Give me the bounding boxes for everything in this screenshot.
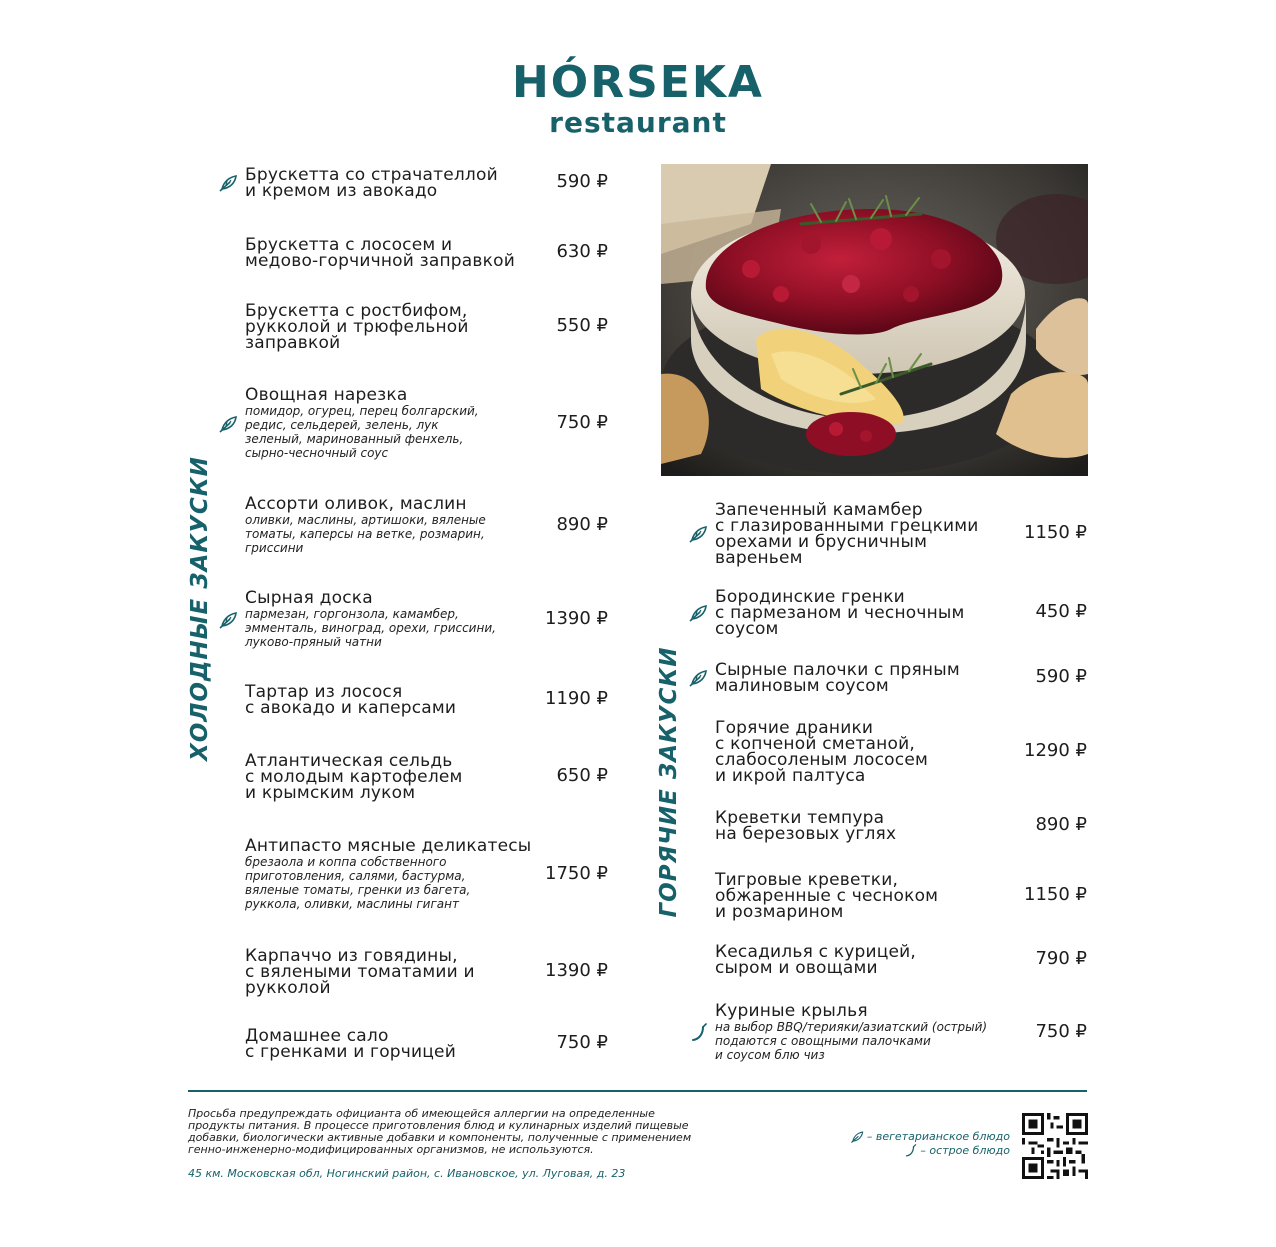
chili-icon: [688, 1023, 708, 1043]
menu-item-description: пармезан, горгонзола, камамбер, эмменталь, виноград, орехи, гриссини, луково-пряный чатни: [245, 607, 496, 649]
logo-wordmark: HÓRSEKA: [511, 57, 764, 108]
menu-item-description: брезаола и коппа собственного приготовления, салями, бастурма, вяленые томаты, гренки из багета, руккола, оливки, маслины гигант: [245, 855, 471, 911]
menu-item-price: 1750 ₽: [545, 863, 608, 884]
leaf-icon: [688, 668, 708, 688]
menu-item-price: 1290 ₽: [1024, 740, 1087, 761]
menu-item: [715, 662, 1087, 694]
menu-item: [715, 1003, 1087, 1062]
menu-item: [715, 720, 1087, 784]
menu-item-description: на выбор BBQ/терияки/азиатский (острый) подаются с овощными палочками и соусом блю чиз: [715, 1020, 988, 1062]
menu-item-description: оливки, маслины, артишоки, вяленые томаты, каперсы на ветке, розмарин, гриссини: [245, 513, 486, 555]
legend-vegetarian-text: – вегетарианское блюдо: [866, 1130, 1010, 1143]
leaf-icon: [218, 610, 238, 630]
menu-item-price: 630 ₽: [556, 241, 608, 262]
menu-item-price: 1150 ₽: [1024, 884, 1087, 905]
menu-item-price: 790 ₽: [1035, 948, 1087, 969]
menu-item-name: Сырная доска: [245, 588, 373, 608]
menu-item: [245, 167, 608, 199]
menu-item-name: Горячие драники с копченой сметаной, слабосоленым лососем и икрой палтуса: [715, 718, 928, 786]
dish-photo: [661, 164, 1088, 476]
leaf-icon: [218, 414, 238, 434]
section-title-hot: ГОРЯЧИЕ ЗАКУСКИ: [656, 646, 682, 918]
menu-item-name: Сырные палочки с пряным малиновым соусом: [715, 660, 960, 696]
menu-item-name: Тигровые креветки, обжаренные с чесноком и розмарином: [715, 870, 939, 922]
leaf-icon: [847, 1130, 867, 1144]
menu-item: [715, 944, 1087, 976]
menu-item-name: Кесадилья с курицей, сыром и овощами: [715, 942, 917, 978]
menu-item: [715, 589, 1087, 637]
menu-item-price: 1390 ₽: [545, 608, 608, 629]
menu-item-name: Куриные крылья: [715, 1001, 868, 1021]
menu-item-name: Овощная нарезка: [245, 385, 408, 405]
menu-item-price: 750 ₽: [556, 1032, 608, 1053]
menu-item: [245, 387, 608, 460]
menu-item-name: Брускетта с ростбифом, рукколой и трюфельной заправкой: [245, 301, 469, 353]
qr-code[interactable]: [1022, 1113, 1088, 1179]
menu-item-name: Запеченный камамбер с глазированными грецкими орехами и брусничным вареньем: [715, 500, 979, 568]
menu-item: [715, 502, 1087, 566]
menu-item-name: Креветки темпура на березовых углях: [715, 808, 897, 844]
menu-item-name: Домашнее сало с гренками и горчицей: [245, 1026, 456, 1062]
menu-item-name: Ассорти оливок, маслин: [245, 494, 467, 514]
menu-item-price: 550 ₽: [556, 315, 608, 336]
legend-vegetarian: [847, 1130, 1010, 1144]
menu-item: [245, 838, 608, 911]
menu-item-price: 590 ₽: [1035, 666, 1087, 687]
camembert-photo: [661, 164, 1088, 476]
menu-item: [715, 872, 1087, 920]
menu-item: [245, 590, 608, 649]
menu-item-price: 1390 ₽: [545, 960, 608, 981]
menu-item: [245, 1028, 608, 1060]
menu-item-name: Карпаччо из говядины, с вялеными томатамии и рукколой: [245, 946, 475, 998]
leaf-icon: [688, 603, 708, 623]
legend-spicy: [900, 1144, 1010, 1158]
footer-divider: [188, 1090, 1087, 1092]
menu-item-price: 590 ₽: [556, 171, 608, 192]
menu-item-price: 450 ₽: [1035, 601, 1087, 622]
menu-item-price: 1150 ₽: [1024, 522, 1087, 543]
menu-item-price: 750 ₽: [1035, 1021, 1087, 1042]
logo-subtitle: restaurant: [549, 106, 727, 139]
menu-item: [245, 303, 608, 351]
restaurant-address: 45 км. Московская обл, Ногинский район, с. Ивановское, ул. Луговая, д. 23: [188, 1167, 626, 1180]
menu-item-name: Брускетта с лососем и медово-горчичной заправкой: [245, 235, 515, 271]
menu-item-name: Брускетта со страчателлой и кремом из авокадо: [245, 165, 498, 201]
menu-item-name: Антипасто мясные деликатесы: [245, 836, 532, 856]
menu-item: [245, 753, 608, 801]
section-title-cold: ХОЛОДНЫЕ ЗАКУСКИ: [187, 456, 213, 761]
allergy-notice: Просьба предупреждать официанта об имеющейся аллергии на определенные продукты питания. В процессе приготовления блюд и кулинарных изделий пищевые добавки, биологически активные добавки и компоненты, полученные с применением генно-инженерно-модифицированных организмов, не используются.: [188, 1107, 692, 1156]
menu-item-price: 1190 ₽: [545, 688, 608, 709]
menu-item-price: 750 ₽: [556, 412, 608, 433]
menu-item-price: 650 ₽: [556, 765, 608, 786]
leaf-icon: [688, 524, 708, 544]
menu-item: [245, 948, 608, 996]
menu-item: [245, 237, 608, 269]
legend-spicy-text: – острое блюдо: [920, 1144, 1010, 1157]
menu-item: [715, 810, 1087, 842]
menu-item: [245, 684, 608, 716]
restaurant-logo: [0, 58, 1276, 138]
menu-item-price: 890 ₽: [1035, 814, 1087, 835]
menu-item-name: Атлантическая сельдь с молодым картофелем и крымским луком: [245, 751, 463, 803]
menu-item-price: 890 ₽: [556, 514, 608, 535]
menu-item: [245, 496, 608, 555]
menu-item-description: помидор, огурец, перец болгарский, редис, сельдерей, зелень, лук зеленый, маринованный фенхель, сырно-чесночный соус: [245, 404, 479, 460]
leaf-icon: [218, 173, 238, 193]
chili-icon: [900, 1144, 920, 1158]
menu-item-name: Тартар из лосося с авокадо и каперсами: [245, 682, 457, 718]
menu-item-name: Бородинские гренки с пармезаном и чесночным соусом: [715, 587, 965, 639]
